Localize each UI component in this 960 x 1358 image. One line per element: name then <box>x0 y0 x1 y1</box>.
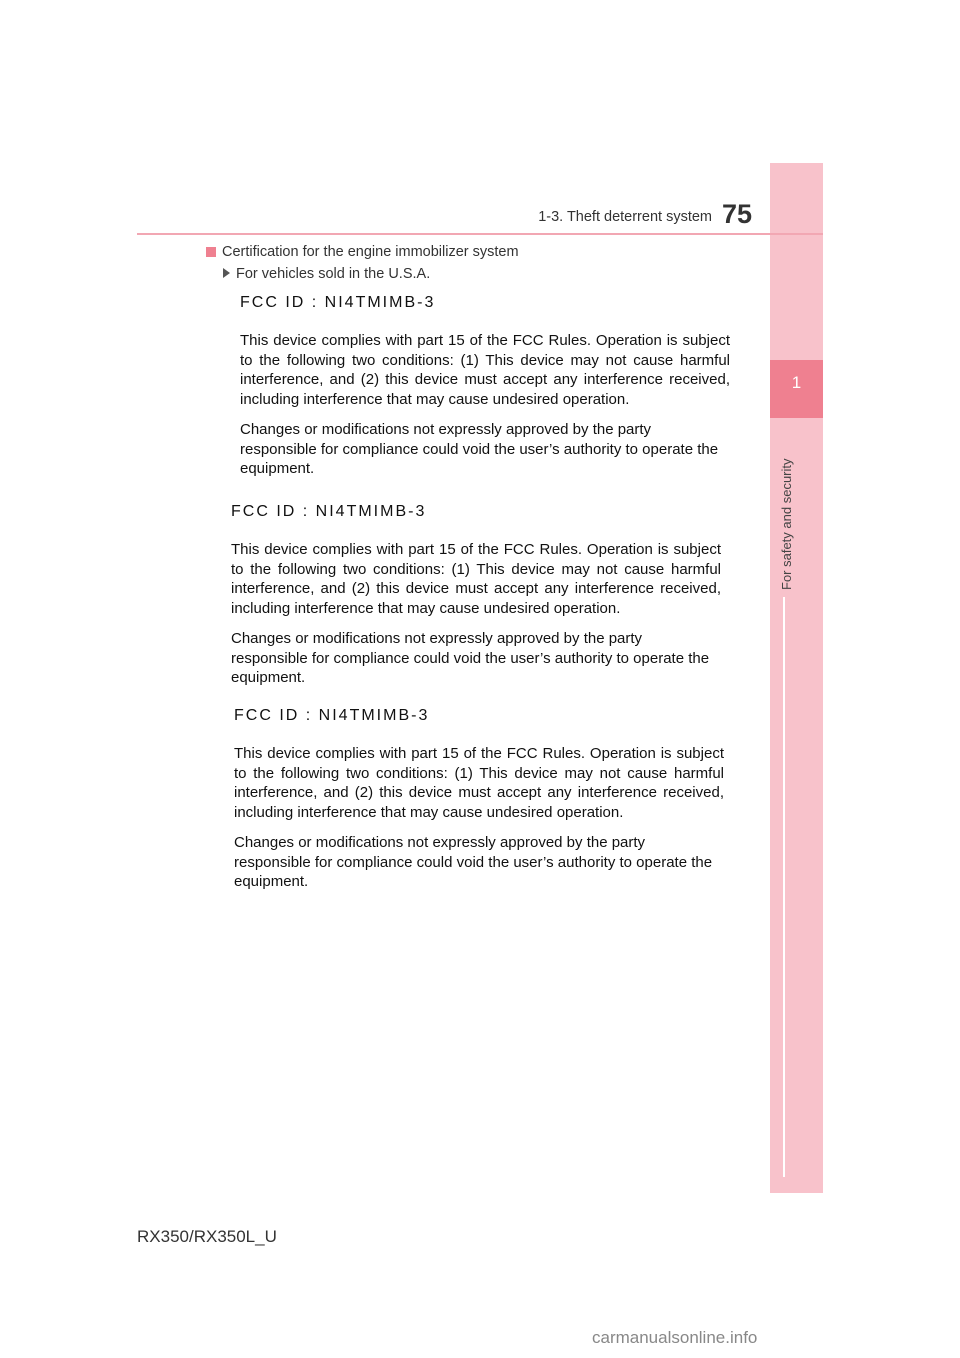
triangle-bullet-icon <box>223 268 230 278</box>
subheading <box>223 266 430 282</box>
subheading-text: For vehicles sold in the U.S.A. <box>236 266 431 282</box>
chapter-title-vertical <box>777 428 797 588</box>
fcc-modification-text: Changes or modifications not expressly approved by the party responsible for compliance could void the user’s authority to operate the equipment. <box>240 421 719 477</box>
fcc-compliance-text: This device complies with part 15 of the FCC Rules. Operation is subject to the following two conditions: (1) This device may not cause harmful interference, and (2) this device must accept any interference received, including interference that may cause undesired operation. <box>240 332 730 408</box>
chapter-title: For safety and security <box>779 458 794 590</box>
fcc-id: FCC ID : NI4TMIMB-3 <box>240 294 436 311</box>
fcc-modification-text: Changes or modifications not expressly approved by the party responsible for compliance could void the user’s authority to operate the equipment. <box>234 834 713 890</box>
side-tab-divider <box>783 597 785 1177</box>
watermark: carmanualsonline.info <box>592 1328 758 1347</box>
section-title: 1-3. Theft deterrent system <box>538 209 712 225</box>
square-bullet-icon <box>206 247 216 257</box>
fcc-compliance-text: This device complies with part 15 of the FCC Rules. Operation is subject to the following two conditions: (1) This device may not cause harmful interference, and (2) this device must accept any interference received, including interference that may cause undesired operation. <box>234 745 724 821</box>
section-heading <box>206 244 519 260</box>
fcc-label-block-1 <box>240 294 730 490</box>
chapter-number: 1 <box>791 373 802 392</box>
section-heading-text: Certification for the engine immobilizer system <box>222 244 519 260</box>
fcc-id: FCC ID : NI4TMIMB-3 <box>231 503 427 520</box>
model-footer: RX350/RX350L_U <box>137 1227 277 1246</box>
fcc-compliance-text: This device complies with part 15 of the FCC Rules. Operation is subject to the following two conditions: (1) This device may not cause harmful interference, and (2) this device must accept any interference received, including interference that may cause undesired operation. <box>231 541 721 617</box>
fcc-modification-text: Changes or modifications not expressly approved by the party responsible for compliance could void the user’s authority to operate the equipment. <box>231 630 710 686</box>
fcc-label-block-2 <box>231 503 721 699</box>
page-number: 75 <box>722 199 753 229</box>
fcc-label-block-3 <box>234 707 724 903</box>
fcc-id: FCC ID : NI4TMIMB-3 <box>234 707 430 724</box>
chapter-side-tab <box>770 163 823 1193</box>
header-rule <box>137 233 823 235</box>
